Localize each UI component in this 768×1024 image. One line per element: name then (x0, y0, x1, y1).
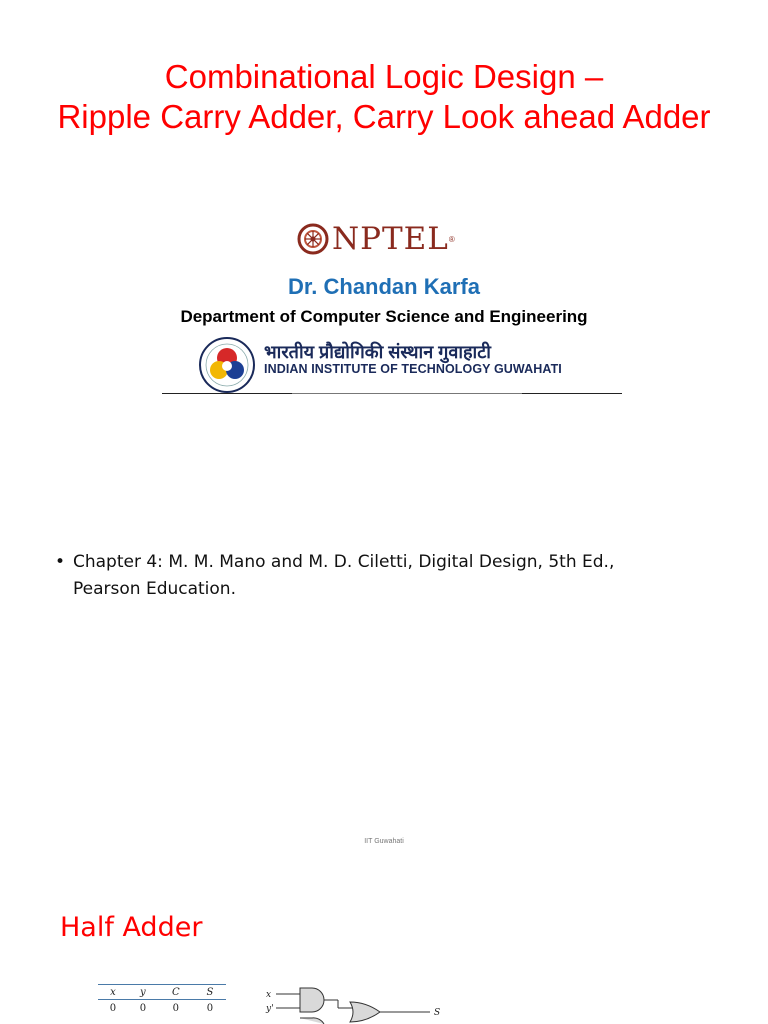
cell-s: 0 (206, 1002, 214, 1014)
department-name: Department of Computer Science and Engineering (180, 307, 588, 326)
label-input-x: x (266, 990, 272, 1000)
label-input-y-prime: y' (266, 1004, 274, 1014)
slide-reference (0, 450, 768, 860)
institute-name-hindi: भारतीय प्रौद्योगिकी संस्थान गुवाहाटी (264, 342, 491, 362)
label-output-s: S (434, 1008, 441, 1018)
nptel-emblem-icon (296, 222, 330, 256)
cell-c: 0 (172, 1002, 179, 1014)
registered-mark: ® (448, 234, 455, 244)
nptel-wordmark: NPTEL (332, 221, 449, 257)
header-y: y (140, 986, 146, 998)
slide-footer: IIT Guwahati (364, 838, 404, 845)
iit-guwahati-logo-icon (198, 336, 260, 394)
header-x: x (110, 986, 116, 998)
cell-y: 0 (139, 1002, 147, 1014)
reference-line-1: Chapter 4: M. M. Mano and M. D. Ciletti, Digital Design, 5th Ed., (73, 552, 615, 572)
reference-line-2: Pearson Education. (73, 579, 236, 599)
header-s: S (206, 986, 214, 998)
bullet-marker: • (55, 552, 66, 572)
author-name: Dr. Chandan Karfa (288, 274, 480, 299)
or-gate-icon (350, 1002, 380, 1022)
slide-title-line-2: Ripple Carry Adder, Carry Look ahead Adder (57, 98, 711, 135)
slide-title-line-1: Combinational Logic Design – (164, 58, 604, 95)
nptel-logo (296, 221, 455, 257)
institute-name-english: INDIAN INSTITUTE OF TECHNOLOGY GUWAHATI (264, 362, 562, 376)
table-row (98, 1000, 226, 1017)
header-c: C (171, 986, 180, 998)
and-gate-icon (300, 1018, 324, 1024)
truth-table-header (98, 985, 226, 1000)
half-adder-title: Half Adder (60, 912, 203, 943)
cell-x: 0 (109, 1002, 117, 1014)
half-adder-circuit-diagram (262, 984, 452, 1024)
divider-line (522, 393, 622, 394)
divider-line (162, 393, 292, 394)
truth-table (98, 984, 226, 1016)
divider-line (292, 393, 522, 394)
and-gate-icon (300, 988, 324, 1012)
